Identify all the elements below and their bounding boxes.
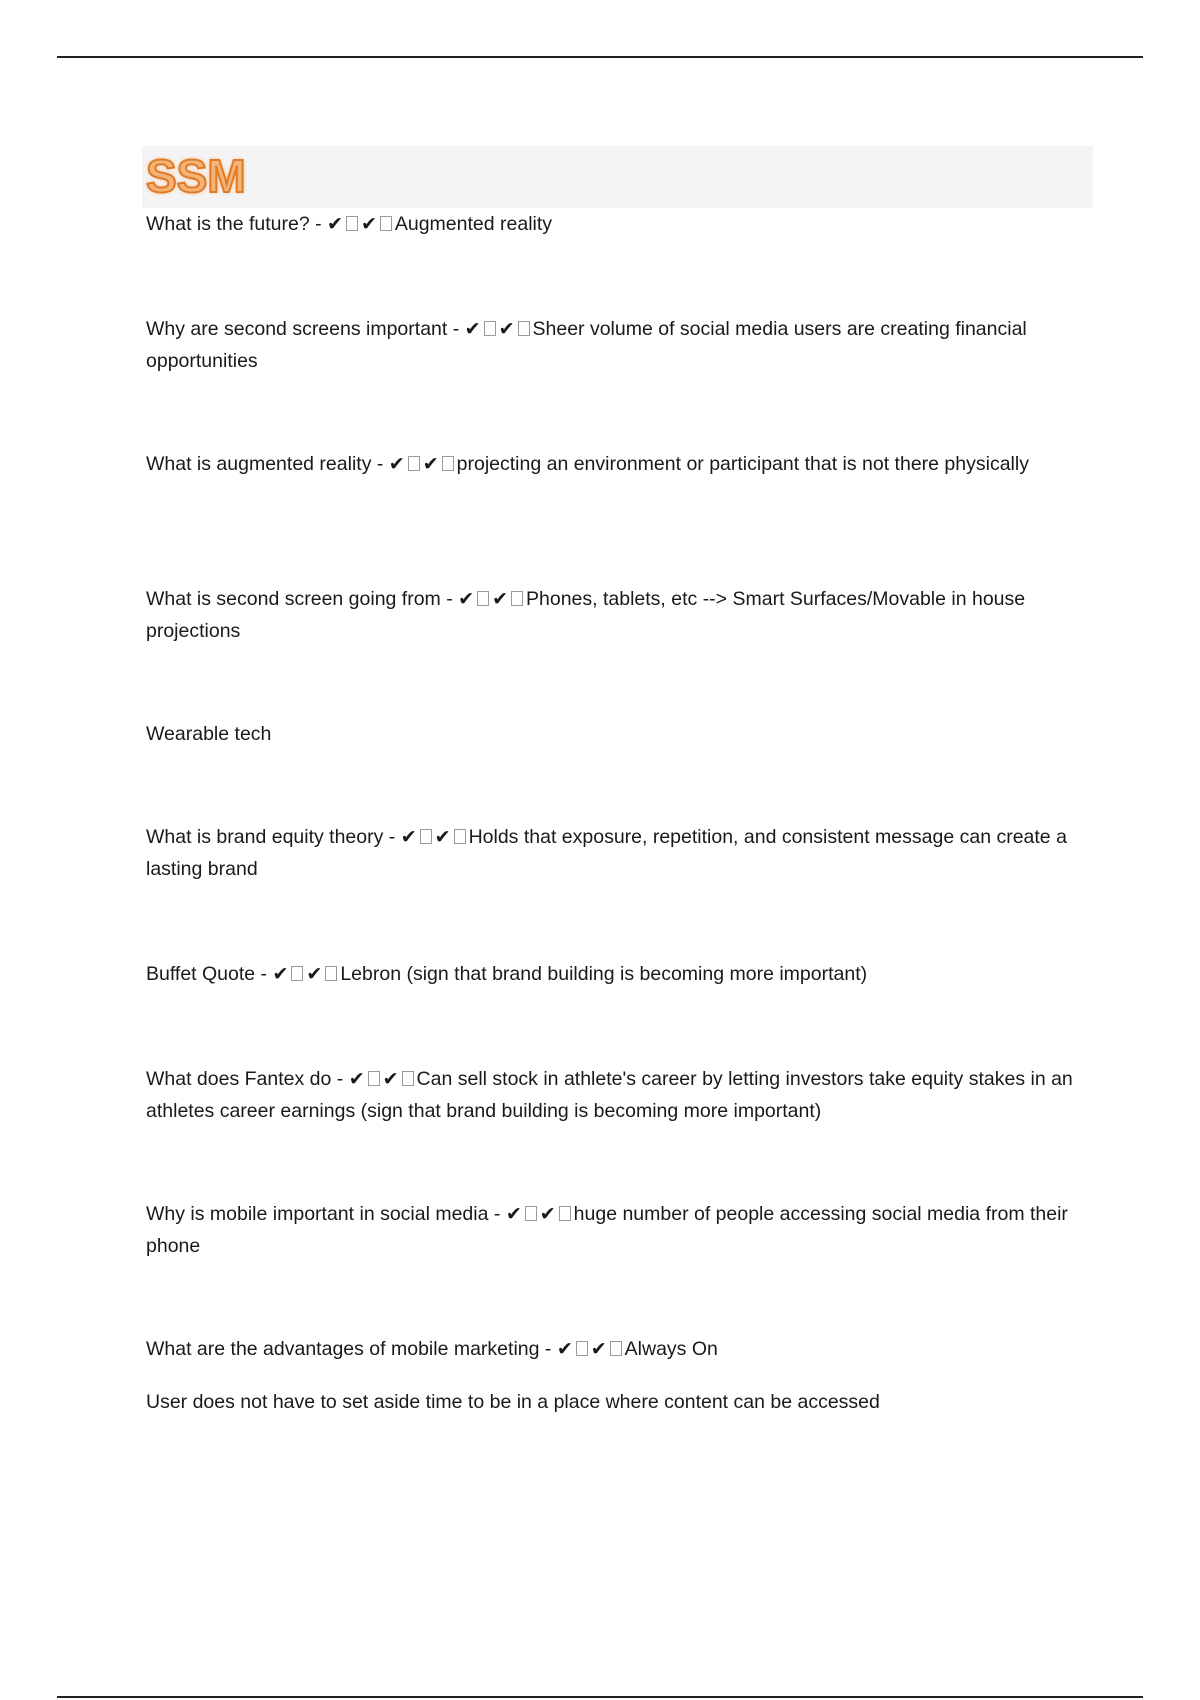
box-icon (408, 456, 420, 471)
answer-text: huge number of people accessing social media from their phone (146, 1203, 1068, 1257)
checkmark-icon: ✔ (498, 318, 515, 340)
checkmark-icon: ✔ (539, 1203, 556, 1225)
separator: - (255, 963, 273, 985)
box-icon (525, 1206, 537, 1221)
box-icon (325, 966, 337, 981)
bottom-rule (57, 1696, 1143, 1698)
separator: - (447, 318, 465, 340)
box-icon (477, 591, 489, 606)
checkmark-icon: ✔ (505, 1203, 522, 1225)
checkmark-icon: ✔ (590, 1338, 607, 1360)
checkmark-icon: ✔ (492, 588, 508, 610)
box-icon (402, 1071, 414, 1086)
qa-item-7 (146, 1063, 1096, 1127)
question-text: What is second screen going from (146, 588, 441, 610)
box-icon (559, 1206, 571, 1221)
qa-item-4 (146, 583, 1096, 647)
checkmark-icon: ✔ (272, 963, 289, 985)
answer-text: projecting an environment or participant that is not there physically (456, 453, 1029, 475)
question-text: Buffet Quote (146, 963, 256, 985)
separator: - (309, 213, 328, 235)
answer-text: Always On (624, 1338, 718, 1360)
qa-item-6 (146, 958, 1096, 990)
separator: - (539, 1338, 557, 1360)
separator: - (371, 453, 389, 475)
separator: - (331, 1068, 349, 1090)
plain-text: User does not have to set aside time to be in a place where content can be accessed (146, 1391, 880, 1413)
title-banner (142, 146, 1093, 208)
question-text: What does Fantex do (146, 1068, 332, 1090)
box-icon (576, 1341, 588, 1356)
box-icon (346, 216, 358, 231)
top-rule (57, 56, 1143, 58)
answer-text: Sheer volume of social media users are creating financial opportunities (146, 318, 1027, 372)
box-icon (518, 321, 530, 336)
box-icon (420, 829, 432, 844)
checkmark-icon: ✔ (348, 1068, 365, 1090)
checkmark-icon: ✔ (388, 453, 405, 475)
question-text: What is augmented reality (146, 453, 372, 475)
question-text: What is brand equity theory (146, 826, 384, 848)
qa-item-8 (146, 1198, 1096, 1262)
text-line-wearable (146, 718, 1096, 750)
checkmark-icon: ✔ (458, 588, 475, 610)
qa-item-1 (146, 208, 1096, 240)
box-icon (484, 321, 496, 336)
checkmark-icon: ✔ (434, 826, 451, 848)
checkmark-icon: ✔ (327, 213, 343, 235)
question-text: What is the future? (146, 213, 310, 235)
box-icon (380, 216, 392, 231)
answer-text: Lebron (sign that brand building is becoming more important) (340, 963, 868, 985)
separator: - (440, 588, 459, 610)
box-icon (511, 591, 523, 606)
checkmark-icon: ✔ (382, 1068, 399, 1090)
checkmark-icon: ✔ (400, 826, 417, 848)
qa-item-3 (146, 448, 1096, 480)
text-line-user (146, 1386, 1096, 1418)
checkmark-icon: ✔ (360, 213, 377, 235)
question-text: Why are second screens important (146, 318, 448, 340)
question-text: Why is mobile important in social media (146, 1203, 489, 1225)
checkmark-icon: ✔ (306, 963, 323, 985)
answer-text: Augmented reality (394, 213, 553, 235)
box-icon (291, 966, 303, 981)
plain-text: Wearable tech (146, 723, 272, 745)
answer-text: Phones, tablets, etc --> Smart Surfaces/Movable in house projections (146, 588, 1026, 642)
separator: - (488, 1203, 506, 1225)
question-text: What are the advantages of mobile marketing (146, 1338, 540, 1360)
box-icon (368, 1071, 380, 1086)
checkmark-icon: ✔ (422, 453, 439, 475)
checkmark-icon: ✔ (556, 1338, 573, 1360)
answer-text: Can sell stock in athlete's career by letting investors take equity stakes in an athletes career earnings (sign that brand building is becoming more important) (146, 1068, 1073, 1122)
qa-item-5 (146, 821, 1096, 885)
separator: - (383, 826, 401, 848)
checkmark-icon: ✔ (464, 318, 481, 340)
qa-item-2 (146, 313, 1096, 377)
qa-item-9 (146, 1333, 1096, 1365)
box-icon (454, 829, 466, 844)
box-icon (442, 456, 454, 471)
box-icon (610, 1341, 622, 1356)
answer-text: Holds that exposure, repetition, and consistent message can create a lasting brand (146, 826, 1067, 880)
document-title: SSM (146, 150, 246, 202)
